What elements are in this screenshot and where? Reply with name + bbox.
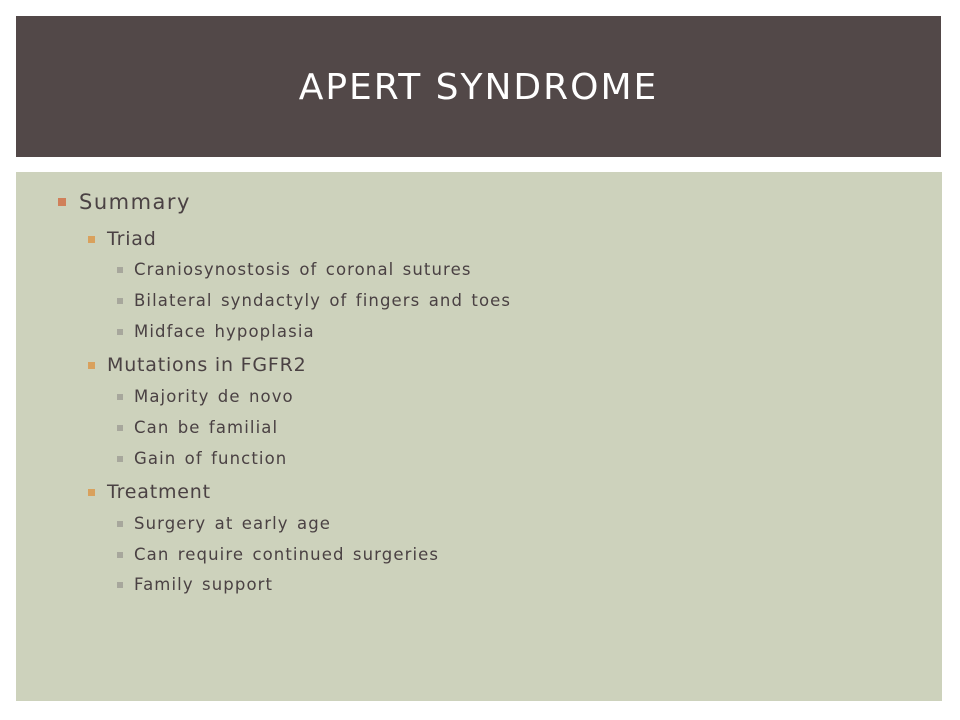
bullet-square-icon [117, 329, 123, 335]
list-item-text: Midface hypoplasia [134, 322, 315, 341]
summary-heading: Summary [79, 190, 191, 214]
bullet-square-icon [88, 236, 95, 243]
slide-title: APERT SYNDROME [298, 67, 659, 108]
list-item-text: Can be familial [134, 418, 279, 437]
section-label: Mutations in FGFR2 [107, 354, 307, 376]
list-item [117, 387, 294, 406]
list-item [117, 322, 315, 341]
list-item-text: Gain of function [134, 449, 288, 468]
list-item-text: Bilateral syndactyly of fingers and toes [134, 291, 512, 310]
list-item-text: Majority de novo [134, 387, 294, 406]
list-item-text: Surgery at early age [134, 514, 332, 533]
list-item [117, 449, 287, 468]
bullet-square-icon [117, 425, 123, 431]
list-item-text: Can require continued surgeries [134, 545, 440, 564]
section-label: Triad [107, 228, 157, 250]
section-triad [88, 228, 157, 250]
list-item [117, 545, 439, 564]
bullet-square-icon [88, 489, 95, 496]
bullet-square-icon [117, 456, 123, 462]
section-mutations [88, 354, 307, 376]
section-label: Treatment [107, 481, 211, 503]
bullet-summary [58, 190, 191, 214]
bullet-square-icon [117, 521, 123, 527]
bullet-square-icon [58, 198, 66, 206]
bullet-square-icon [117, 582, 123, 588]
list-item [117, 260, 472, 279]
list-item-text: Family support [134, 575, 274, 594]
list-item [117, 418, 278, 437]
list-item-text: Craniosynostosis of coronal sutures [134, 260, 472, 279]
bullet-square-icon [117, 267, 123, 273]
bullet-square-icon [117, 552, 123, 558]
bullet-square-icon [88, 362, 95, 369]
bullet-square-icon [117, 298, 123, 304]
section-treatment [88, 481, 211, 503]
title-banner [16, 16, 941, 157]
list-item [117, 514, 331, 533]
bullet-square-icon [117, 394, 123, 400]
list-item [117, 575, 273, 594]
content-panel [16, 172, 942, 701]
list-item [117, 291, 511, 310]
